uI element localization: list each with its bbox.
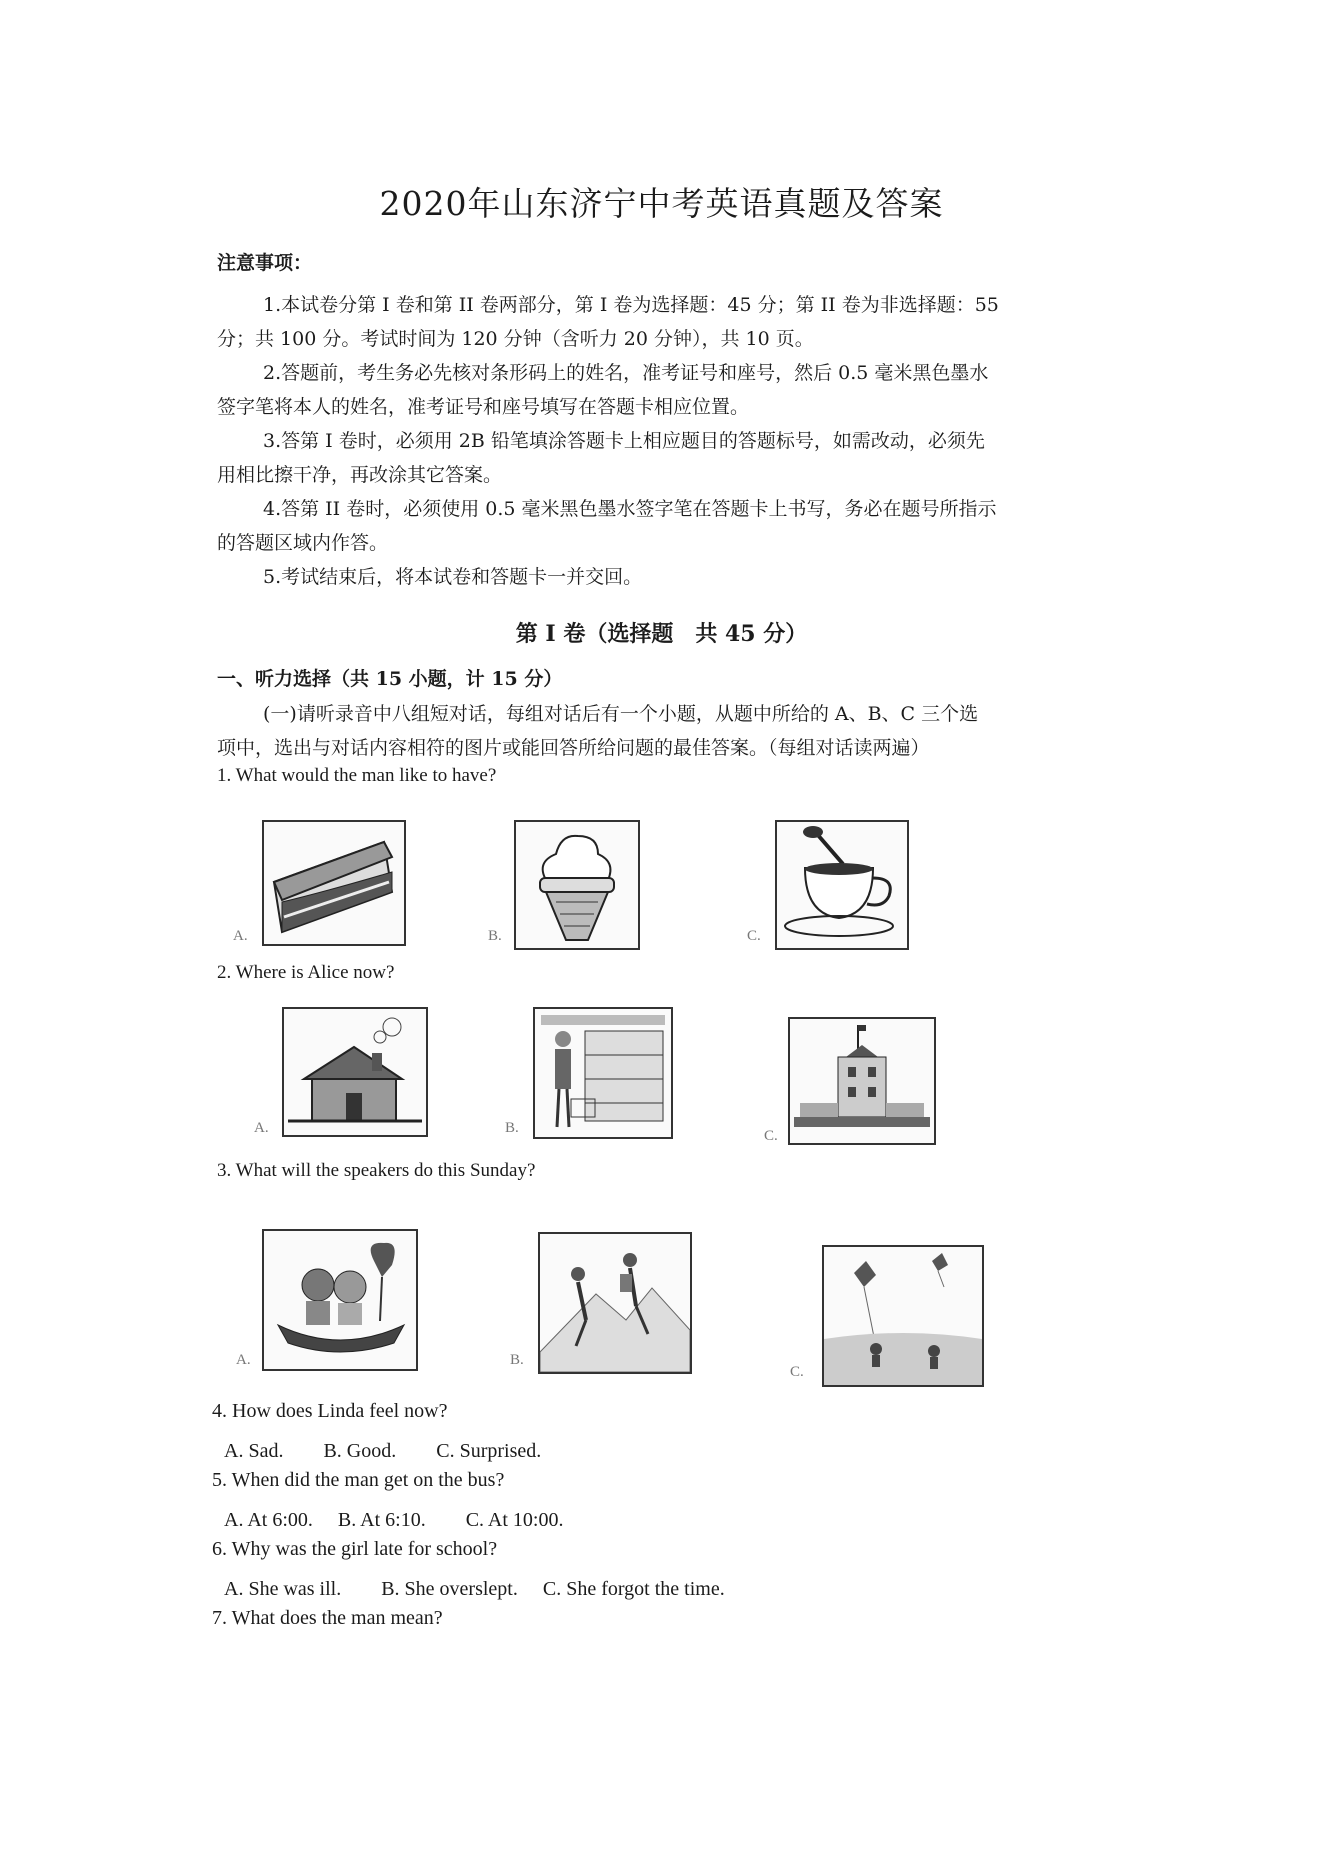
picture-label: C. xyxy=(747,928,761,944)
question-5-options: A. At 6:00. B. At 6:10. C. At 10:00. xyxy=(224,1509,564,1531)
question-1: 1. What would the man like to have? xyxy=(217,765,497,786)
sandwich-icon xyxy=(264,822,404,944)
picture-sandwich xyxy=(262,820,406,946)
notice-line: 5.考试结束后，将本试卷和答题卡一并交回。 xyxy=(263,566,643,588)
question-3: 3. What will the speakers do this Sunday? xyxy=(217,1160,536,1181)
picture-climbing xyxy=(538,1232,692,1374)
picture-label: A. xyxy=(236,1352,251,1368)
notice-line: 1.本试卷分第 I 卷和第 II 卷两部分，第 I 卷为选择题：45 分；第 II 卷为非选择题：55 xyxy=(263,294,999,316)
picture-label: B. xyxy=(505,1120,519,1136)
picture-coffee xyxy=(775,820,909,950)
section-title: 第 I 卷（选择题 共 45 分） xyxy=(515,621,808,647)
page-title: 2020年山东济宁中考英语真题及答案 xyxy=(379,184,944,223)
coffee-cup-icon xyxy=(777,822,907,948)
picture-house xyxy=(282,1007,428,1137)
picture-ice-cream xyxy=(514,820,640,950)
question-7: 7. What does the man mean? xyxy=(212,1607,443,1629)
question-4: 4. How does Linda feel now? xyxy=(212,1400,448,1422)
question-6-options: A. She was ill. B. She overslept. C. She forgot the time. xyxy=(224,1578,725,1600)
question-5: 5. When did the man get on the bus? xyxy=(212,1469,505,1491)
picture-school xyxy=(788,1017,936,1145)
part-instructions-line: (一)请听录音中八组短对话，每组对话后有一个小题，从题中所给的 A、B、C 三个选 xyxy=(263,703,979,725)
kite-icon xyxy=(824,1247,982,1385)
question-6: 6. Why was the girl late for school? xyxy=(212,1538,498,1560)
notice-line: 3.答第 I 卷时，必须用 2B 铅笔填涂答题卡上相应题目的答题标号，如需改动，必须先 xyxy=(263,430,985,452)
notice-line: 4.答第 II 卷时，必须使用 0.5 毫米黑色墨水签字笔在答题卡上书写，务必在题号所指示 xyxy=(263,498,997,520)
picture-label: C. xyxy=(764,1128,778,1144)
picture-kites xyxy=(822,1245,984,1387)
climbing-icon xyxy=(540,1234,690,1372)
part-heading: 一、听力选择（共 15 小题，计 15 分） xyxy=(217,668,563,690)
question-4-options: A. Sad. B. Good. C. Surprised. xyxy=(224,1440,542,1462)
ice-cream-icon xyxy=(516,822,638,948)
house-icon xyxy=(284,1009,426,1135)
notice-line: 签字笔将本人的姓名，准考证号和座号填写在答题卡相应位置。 xyxy=(217,396,750,418)
part-instructions-line: 项中，选出与对话内容相符的图片或能回答所给问题的最佳答案。（每组对话读两遍） xyxy=(217,737,930,759)
boating-icon xyxy=(264,1231,416,1369)
picture-supermarket xyxy=(533,1007,673,1139)
picture-label: C. xyxy=(790,1364,804,1380)
notice-heading: 注意事项： xyxy=(217,252,313,274)
picture-label: B. xyxy=(488,928,502,944)
picture-label: A. xyxy=(233,928,248,944)
notice-line: 分；共 100 分。考试时间为 120 分钟（含听力 20 分钟），共 10 页。 xyxy=(217,328,814,350)
school-icon xyxy=(790,1019,934,1143)
picture-label: B. xyxy=(510,1352,524,1368)
supermarket-icon xyxy=(535,1009,671,1137)
notice-line: 的答题区域内作答。 xyxy=(217,532,389,554)
question-2: 2. Where is Alice now? xyxy=(217,962,395,983)
picture-boating xyxy=(262,1229,418,1371)
picture-label: A. xyxy=(254,1120,269,1136)
notice-line: 2.答题前，考生务必先核对条形码上的姓名，准考证号和座号，然后 0.5 毫米黑色墨水 xyxy=(263,362,989,384)
notice-line: 用相比擦干净，再改涂其它答案。 xyxy=(217,464,503,486)
